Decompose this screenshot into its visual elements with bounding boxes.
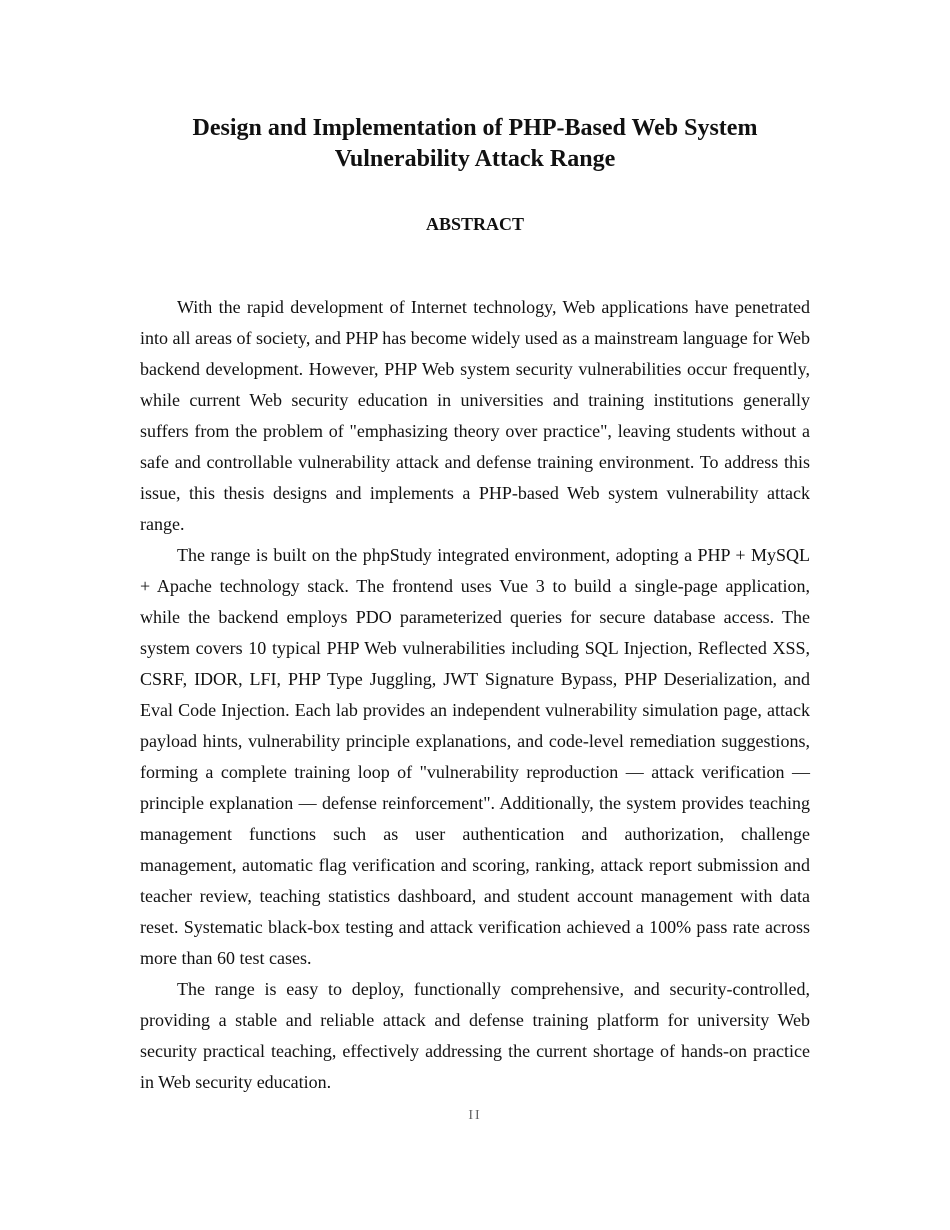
page-number: II bbox=[468, 1108, 482, 1123]
abstract-paragraph-3: The range is easy to deploy, functionally comprehensive, and security-controlled, providing a stable and reliable attack and defense training platform for university Web security practical teaching, effectively addressing the current shortage of hands-on practice in Web security education. bbox=[140, 979, 810, 1092]
abstract-paragraph-2: The range is built on the phpStudy integrated environment, adopting a PHP + MySQL + Apache technology stack. The frontend uses Vue 3 to build a single-page application, while the backend employs PDO parameterized queries for secure database access. The system covers 10 typical PHP Web vulnerabilities including SQL Injection, Reflected XSS, CSRF, IDOR, LFI, PHP Type Juggling, JWT Signature Bypass, PHP Deserialization, and Eval Code Injection. Each lab provides an independent vulnerability simulation page, attack payload hints, vulnerability principle explanations, and code-level remediation suggestions, forming a complete training loop of "vulnerability reproduction — attack verification — principle explanation — defense reinforcement". Additionally, the system provides teaching management functions such as user authentication and authorization, challenge management, automatic flag verification and scoring, ranking, attack report submission and teacher review, teaching statistics dashboard, and student account management with data reset. Systematic black-box testing and attack verification achieved a 100% pass rate across more than 60 test cases. bbox=[140, 545, 810, 968]
paper-title: Design and Implementation of PHP-Based Web System Vulnerability Attack Range bbox=[192, 115, 758, 172]
abstract-heading: ABSTRACT bbox=[425, 214, 525, 234]
abstract-paragraph-1: With the rapid development of Internet technology, Web applications have penetrated into all areas of society, and PHP has become widely used as a mainstream language for Web backend development. However, PHP Web system security vulnerabilities occur frequently, while current Web security education in universities and training institutions generally suffers from the problem of "emphasizing theory over practice", leaving students without a safe and controllable vulnerability attack and defense training environment. To address this issue, this thesis designs and implements a PHP-based Web system vulnerability attack range. bbox=[140, 297, 810, 534]
abstract-body bbox=[140, 292, 810, 1098]
